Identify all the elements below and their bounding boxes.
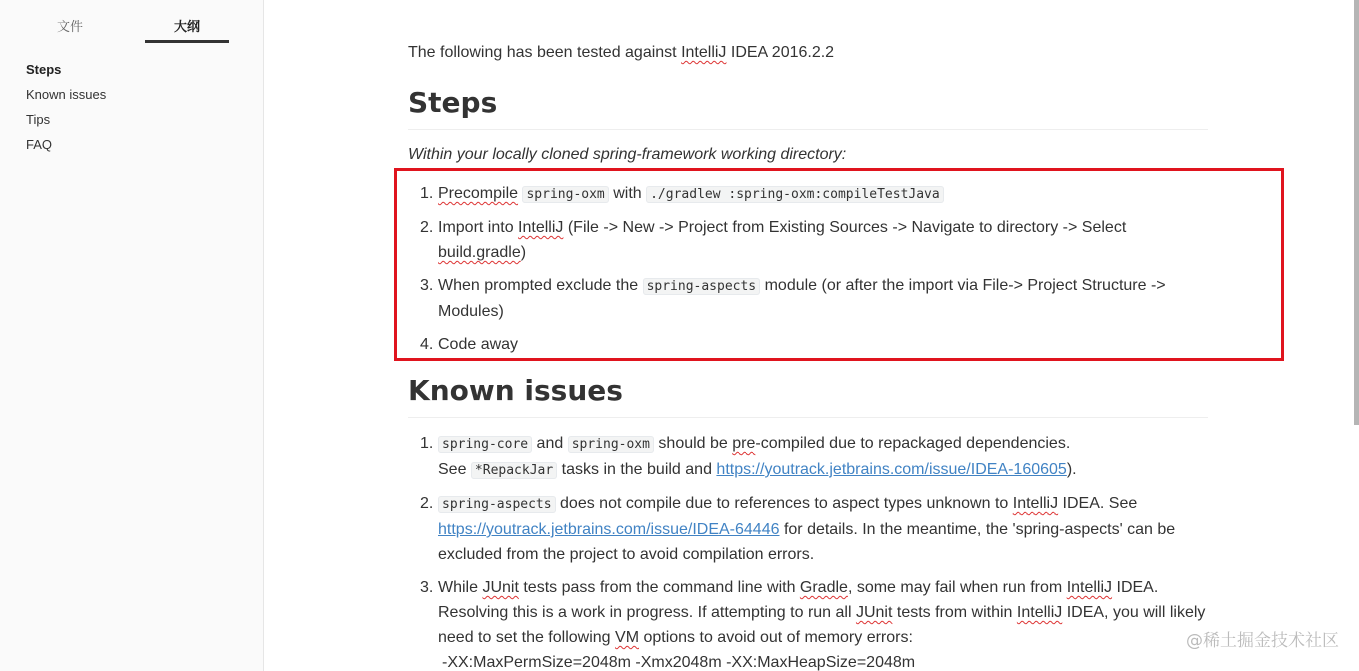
- intro-intellij: IntelliJ: [681, 44, 727, 61]
- sidebar-tabs: [0, 0, 264, 46]
- text: Code away: [438, 336, 519, 353]
- text: tests pass from the command line with: [518, 579, 800, 596]
- list-number: 2.: [420, 495, 434, 512]
- text: While: [438, 579, 483, 596]
- text: module (or after the import via File-> Project Structure -> Modules): [438, 277, 1166, 320]
- text: IDEA. Resolving this is a work in progress. If attempting to run all: [438, 579, 1159, 621]
- text: options to avoid out of memory errors:: [639, 629, 913, 646]
- inline-code: spring-aspects: [438, 496, 556, 513]
- heading-steps: Steps: [408, 86, 1208, 130]
- text: IntelliJ: [1012, 495, 1059, 512]
- tab-active-indicator: [145, 40, 229, 43]
- inline-code: ./gradlew :spring-oxm:compileTestJava: [646, 186, 944, 203]
- text: ).: [1066, 461, 1077, 478]
- text: tasks in the build and: [557, 461, 717, 478]
- text: See: [438, 461, 471, 478]
- text: (File -> New -> Project from Existing Sources -> Navigate to directory -> Select: [563, 219, 1127, 236]
- intro-suffix: IDEA 2016.2.2: [726, 44, 835, 61]
- intro-paragraph: [408, 44, 834, 62]
- outline-item-faq[interactable]: FAQ: [26, 137, 53, 152]
- text: -compiled due to repackaged dependencies.: [755, 435, 1071, 452]
- list-number: 1.: [420, 435, 434, 452]
- list-number: 2.: [420, 219, 434, 236]
- text: When prompted exclude the: [438, 277, 643, 294]
- inline-code: *RepackJar: [471, 462, 557, 479]
- intro-prefix: The following has been tested against: [408, 44, 682, 61]
- youtrack-link-64446[interactable]: https://youtrack.jetbrains.com/issue/IDEA-64446: [438, 521, 780, 538]
- list-item: [408, 491, 1208, 567]
- list-item: [408, 575, 1208, 671]
- text: does not compile due to references to aspect types unknown to: [555, 495, 1013, 512]
- inline-code: spring-core: [438, 436, 532, 453]
- list-number: 3.: [420, 579, 434, 596]
- text: Precompile: [438, 185, 519, 202]
- text: Gradle: [799, 579, 848, 596]
- tab-outline-label: 大纲: [173, 19, 200, 34]
- tab-outline[interactable]: [145, 16, 229, 35]
- tab-files[interactable]: 文件: [56, 19, 83, 34]
- known-issues-list: [408, 431, 1208, 671]
- vm-options: -XX:MaxPermSize=2048m -Xmx2048m -XX:MaxHeapSize=2048m: [442, 654, 916, 671]
- outline-list: [26, 62, 106, 162]
- list-number: 3.: [420, 277, 434, 294]
- list-item: [408, 431, 1208, 483]
- text: IDEA. See: [1058, 495, 1138, 512]
- scrollbar[interactable]: [1354, 0, 1359, 425]
- text: tests from within: [892, 604, 1017, 621]
- sidebar: [0, 0, 264, 671]
- highlight-box: [394, 168, 1284, 361]
- text: JUnit: [855, 604, 893, 621]
- inline-code: spring-oxm: [568, 436, 654, 453]
- text: IntelliJ: [518, 219, 564, 236]
- text: IDEA, you will likely need to set the following: [438, 604, 1206, 646]
- text: IntelliJ: [1066, 579, 1113, 596]
- text: Import into: [438, 219, 519, 236]
- steps-intro: Within your locally cloned spring-framework working directory:: [408, 146, 847, 163]
- text: for details. In the meantime, the 'spring-aspects' can be excluded from the project to avoid compilation errors.: [438, 521, 1176, 563]
- text: VM: [615, 629, 640, 646]
- inline-code: spring-aspects: [643, 278, 761, 295]
- text: and: [532, 435, 568, 452]
- text: , some may fail when run from: [847, 579, 1067, 596]
- text: with: [608, 185, 647, 202]
- text: should be: [653, 435, 733, 452]
- heading-known-issues: Known issues: [408, 374, 1208, 418]
- text: ): [520, 244, 527, 261]
- outline-item-tips[interactable]: Tips: [26, 112, 51, 127]
- list-number: 4.: [420, 336, 434, 353]
- list-number: 1.: [420, 185, 434, 202]
- outline-item-known-issues[interactable]: Known issues: [26, 87, 107, 102]
- text: JUnit: [482, 579, 519, 596]
- watermark: @稀土掘金技术社区: [1186, 631, 1339, 651]
- youtrack-link-160605[interactable]: https://youtrack.jetbrains.com/issue/IDEA-160605: [716, 461, 1067, 478]
- text: build.gradle: [438, 244, 521, 261]
- inline-code: spring-oxm: [522, 186, 608, 203]
- outline-item-steps[interactable]: Steps: [26, 62, 62, 77]
- text: pre: [732, 435, 756, 452]
- text: IntelliJ: [1016, 604, 1063, 621]
